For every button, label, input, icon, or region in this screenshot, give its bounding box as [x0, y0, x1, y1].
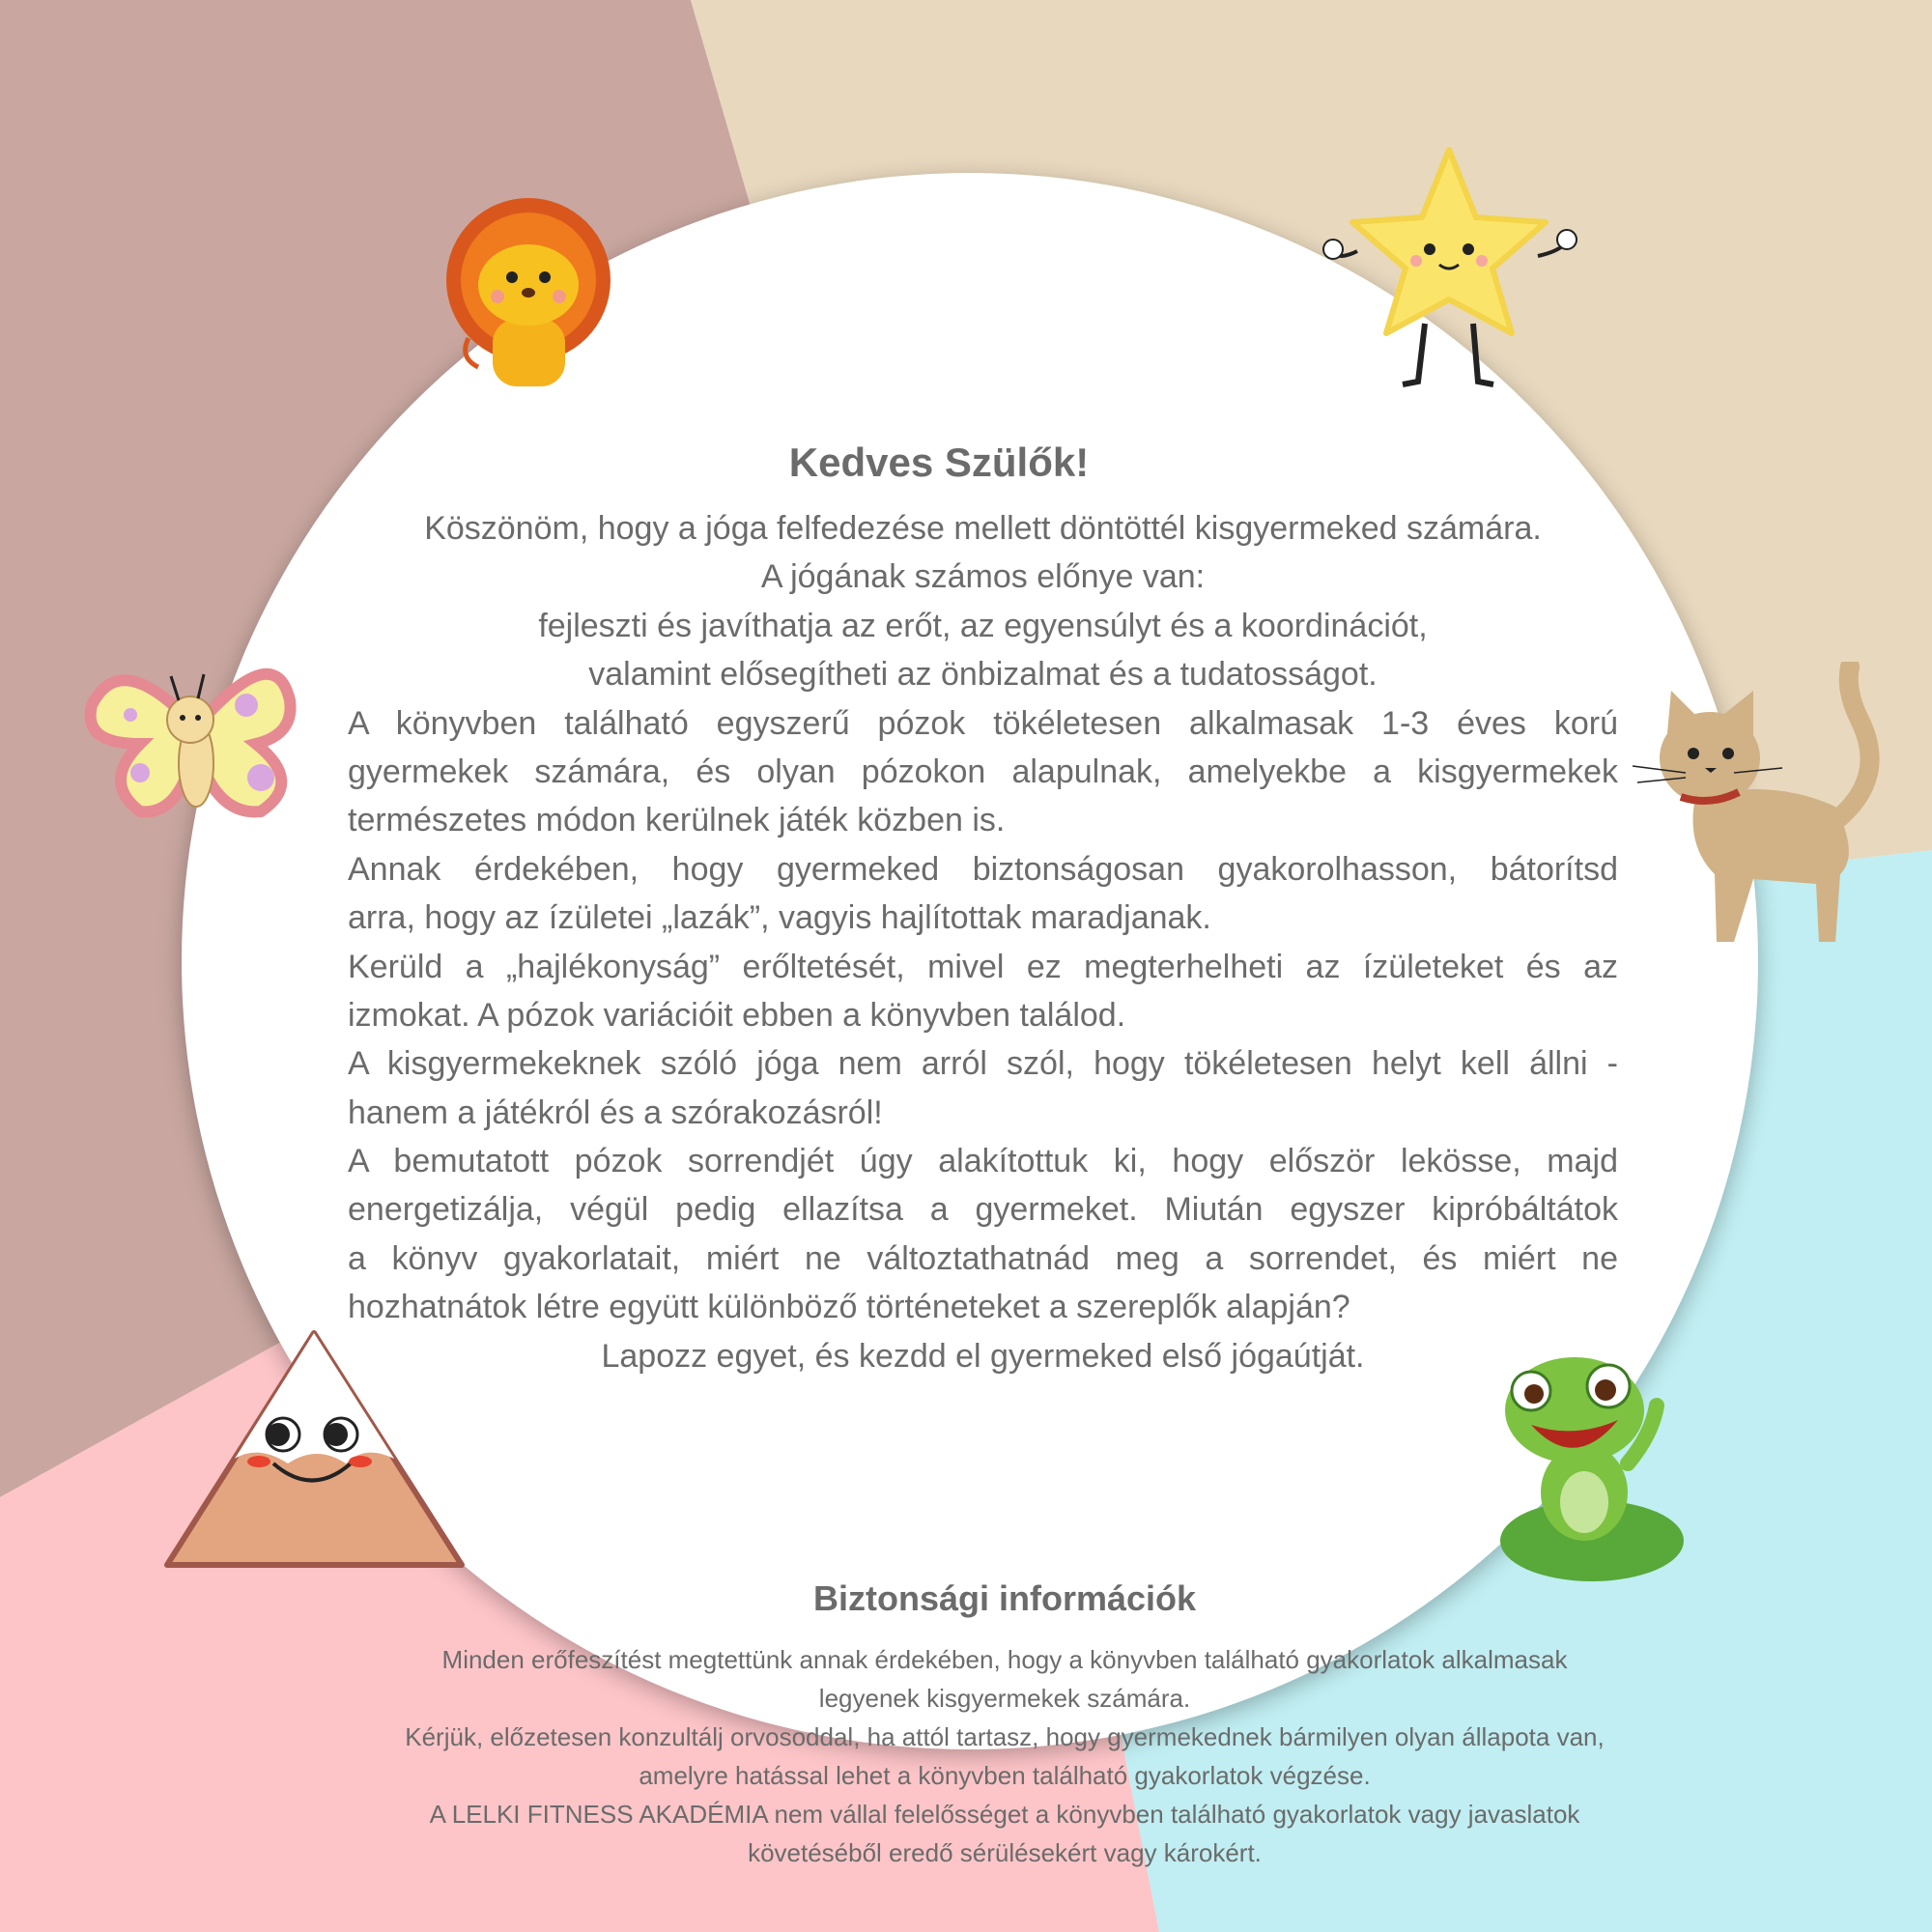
intro-line: Lapozz egyet, és kezdd el gyermeked első jógaútját. [601, 1337, 1365, 1375]
intro-line: fejleszti és javíthatja az erőt, az egyensúlyt és a koordinációt, [538, 607, 1428, 644]
intro-line: arra, hogy az ízületei „lazák”, vagyis hajlítottak maradjanak. [348, 899, 1211, 937]
intro-line: hozhatnátok létre együtt különböző történeteket a szereplők alapján? [348, 1289, 1350, 1326]
safety-line: követéséből eredő sérülésekért vagy károkért. [748, 1838, 1262, 1867]
star-icon [1314, 145, 1584, 391]
intro-line: A bemutatott pózok sorrendjét úgy alakítottuk ki, hogy először lekösse, majd [348, 1143, 1618, 1180]
intro-line: gyermekek számára, és olyan pózokon alapulnak, amelyekbe a kisgyermekek [348, 753, 1618, 790]
intro-line: Annak érdekében, hogy gyermeked biztonságosan gyakorolhasson, bátorítsd [348, 850, 1618, 888]
cat-icon [1628, 662, 1898, 952]
intro-line: a könyv gyakorlatait, miért ne változtathatnád meg a sorrendet, és miért ne [348, 1239, 1618, 1277]
intro-line: Köszönöm, hogy a jóga felfedezése mellett döntöttél kisgyermeked számára. [424, 510, 1542, 547]
intro-line: A könyvben található egyszerű pózok tökéletesen alkalmasak 1-3 éves korú [348, 704, 1618, 742]
safety-line: legyenek kisgyermekek számára. [818, 1684, 1191, 1713]
intro-line: természetes módon kerülnek játék közben is. [348, 802, 1006, 839]
safety-text [367, 1640, 1642, 1872]
intro-line: energetizálja, végül pedig ellazítsa a gyermeket. Miután egyszer kipróbáltátok [348, 1191, 1618, 1229]
intro-line: hanem a játékról és a szórakozásról! [348, 1094, 883, 1131]
safety-line: A LELKI FITNESS AKADÉMIA nem vállal felelősséget a könyvben található gyakorlatok vagy javaslatok [429, 1800, 1580, 1829]
safety-line: Kérjük, előzetesen konzultálj orvosoddal, ha attól tartasz, hogy gyermekednek bármilyen olyan állapota van, [405, 1722, 1605, 1751]
safety-line: Minden erőfeszítést megtettünk annak érdekében, hogy a könyvben található gyakorlatok alkalmasak [441, 1645, 1568, 1674]
butterfly-icon [82, 647, 309, 826]
mountain-icon [162, 1328, 467, 1570]
intro-text [348, 504, 1618, 1380]
intro-line: A jógának számos előnye van: [760, 558, 1206, 596]
intro-line: Kerüld a „hajlékonyság” erőltetését, mivel ez megterhelheti az ízületeket és az [348, 948, 1618, 985]
intro-line: A kisgyermekeknek szóló jóga nem arról szól, hogy tökéletesen helyt kell állni - [348, 1045, 1618, 1083]
frog-icon [1497, 1348, 1690, 1584]
safety-line: amelyre hatással lehet a könyvben található gyakorlatok végzése. [639, 1761, 1371, 1790]
page-title: Kedves Szülők! [788, 440, 1090, 485]
intro-line: valamint elősegítheti az önbizalmat és a tudatosságot. [588, 656, 1378, 694]
lion-icon [440, 188, 623, 396]
safety-title: Biztonsági információk [812, 1578, 1197, 1618]
intro-line: izmokat. A pózok variációit ebben a könyvben találod. [348, 996, 1126, 1034]
